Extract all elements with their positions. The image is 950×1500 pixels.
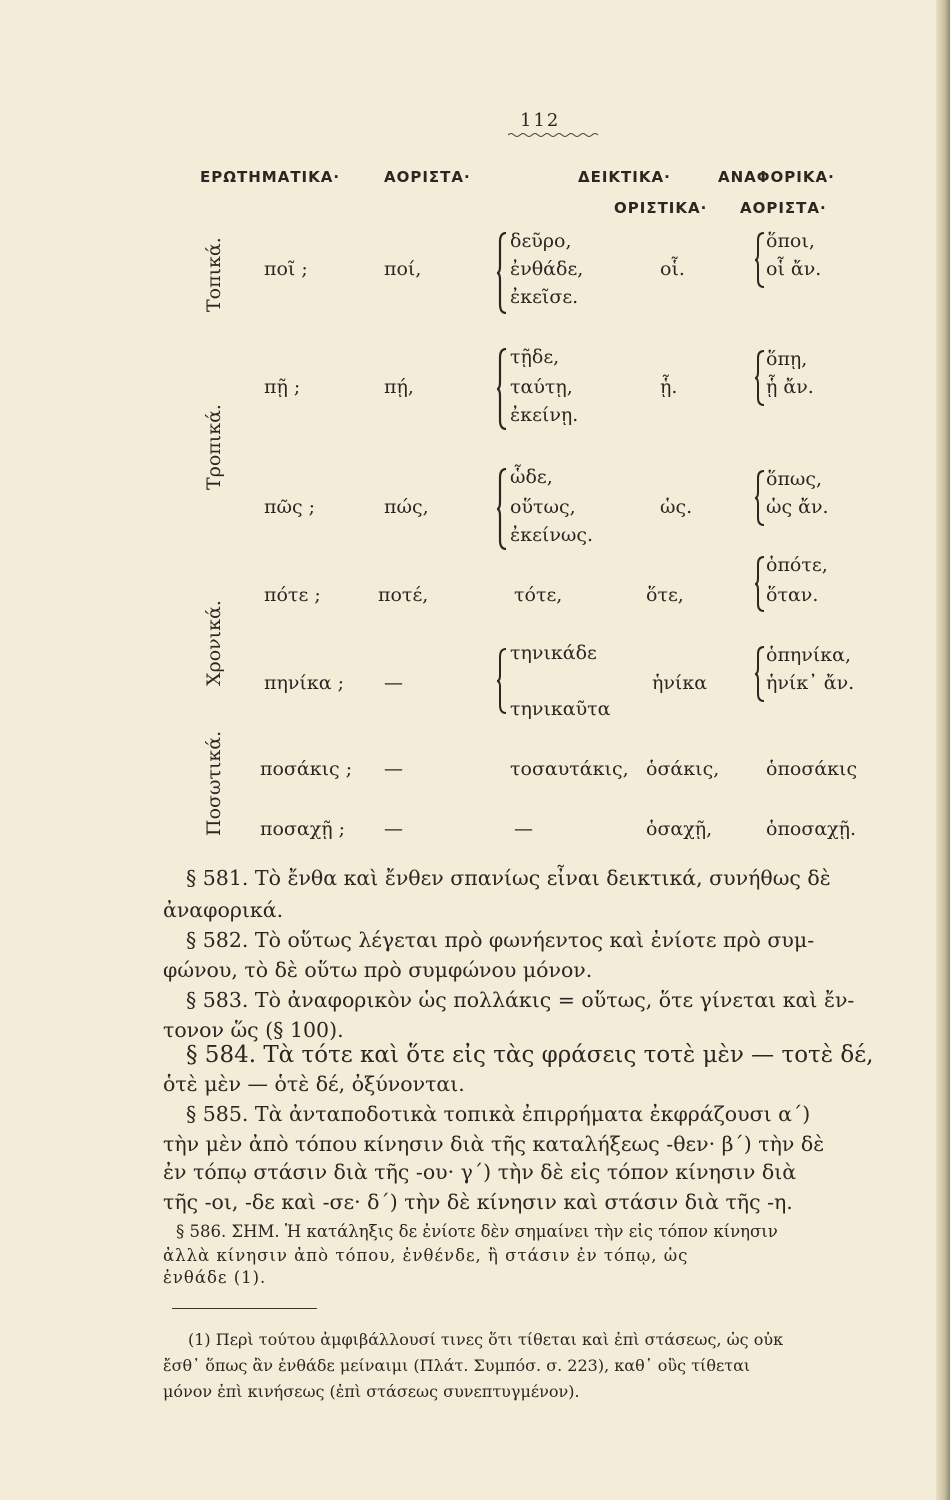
left-brace: [754, 232, 766, 288]
footnote-line: ἔσθ᾽ ὅπως ἂν ἐνθάδε μείναιμι (Πλάτ. Συμπόσ. σ. 223), καθ᾽ οὓς τίθεται: [163, 1356, 751, 1375]
cell-relative-definite: οἷ.: [660, 258, 685, 280]
cell-relative-indefinite-2: ἡνίκ᾽ ἄν.: [766, 672, 855, 694]
cell-relative-definite: ὡς.: [660, 496, 693, 518]
paragraph-582-line: φώνου, τὸ δὲ οὕτω πρὸ συμφώνου μόνον.: [163, 958, 593, 982]
footnote-divider: [172, 1308, 317, 1309]
paragraph-581-line: § 581. Τὸ ἔνθα καὶ ἔνθεν σπανίως εἶναι δεικτικά, συνήθως δὲ: [186, 866, 831, 890]
cell-indefinite: ποί,: [384, 258, 422, 280]
left-brace: [496, 232, 508, 314]
header-relative-definite: ΟΡΙΣΤΙΚΑ·: [614, 199, 708, 217]
cell-demonstrative-1: τηνικάδε: [510, 642, 597, 664]
cell-relative-definite: ὅτε,: [646, 584, 684, 606]
cell-relative-definite: ὁσάκις,: [646, 758, 720, 780]
left-brace: [496, 348, 508, 430]
cell-demonstrative: τοσαυτάκις,: [510, 758, 629, 780]
cell-relative-indefinite: ὁποσαχῇ.: [766, 818, 857, 840]
paragraph-584-line: § 584. Τὰ τότε καὶ ὅτε εἰς τὰς φράσεις τοτὲ μὲν — τοτὲ δέ,: [186, 1042, 874, 1068]
cell-demonstrative: τότε,: [514, 584, 563, 606]
header-relative: ΑΝΑΦΟΡΙΚΑ·: [718, 168, 835, 186]
cell-relative-definite: ὁσαχῇ,: [646, 818, 713, 840]
cell-demonstrative-3: ἐκείνῃ.: [510, 404, 579, 426]
cell-relative-indefinite-2: ὡς ἄν.: [766, 496, 829, 518]
paragraph-585-line: τὴν μὲν ἀπὸ τόπου κίνησιν διὰ τῆς καταλήξεως -θεν· β΄) τὴν δὲ: [163, 1132, 825, 1156]
cell-indefinite: —: [384, 672, 403, 694]
left-brace: [754, 350, 766, 406]
cell-demonstrative-2: ταύτῃ,: [510, 376, 573, 398]
cell-demonstrative-2: οὕτως,: [510, 496, 576, 518]
cell-relative-indefinite-1: ὁπότε,: [766, 554, 828, 576]
paragraph-583-line: § 583. Τὸ ἀναφορικὸν ὡς πολλάκις = οὕτως, ὅτε γίνεται καὶ ἔν-: [186, 988, 855, 1012]
cell-relative-indefinite: ὁποσάκις: [766, 758, 858, 780]
cell-demonstrative-1: τῇδε,: [510, 346, 560, 368]
footnote-line: (1) Περὶ τούτου ἀμφιβάλλουσί τινες ὅτι τίθεται καὶ ἐπὶ στάσεως, ὡς οὐκ: [188, 1330, 784, 1349]
cell-relative-definite: ἡνίκα: [652, 672, 708, 694]
paragraph-586-line: ἀλλὰ κίνησιν ἀπὸ τόπου, ἐνθένδε, ἢ στάσιν ἐν τόπῳ, ὡς: [163, 1246, 689, 1265]
cell-indefinite: ποτέ,: [378, 584, 429, 606]
paragraph-582-line: § 582. Τὸ οὕτως λέγεται πρὸ φωνήεντος καὶ ἐνίοτε πρὸ συμ-: [186, 928, 815, 952]
side-label-local: Τοπικά.: [203, 237, 225, 312]
cell-demonstrative-3: ἐκείνως.: [510, 524, 594, 546]
cell-interrogative: ποσαχῇ ;: [260, 818, 346, 840]
cell-relative-indefinite-2: οἷ ἄν.: [766, 258, 822, 280]
paragraph-583-line: τονον ὥς (§ 100).: [163, 1018, 344, 1042]
cell-demonstrative-2: τηνικαῦτα: [510, 698, 611, 720]
left-brace: [496, 468, 508, 550]
cell-interrogative: ποσάκις ;: [260, 758, 353, 780]
page-edge: [936, 0, 950, 1500]
cell-relative-indefinite-1: ὅπως,: [766, 468, 823, 490]
cell-relative-definite: ᾗ.: [660, 376, 678, 398]
cell-relative-indefinite-1: ὁπηνίκα,: [766, 644, 852, 666]
cell-interrogative: πῇ ;: [264, 376, 301, 398]
cell-demonstrative-1: ὧδε,: [510, 466, 553, 488]
page-number: 112: [520, 110, 561, 131]
cell-relative-indefinite-1: ὅπῃ,: [766, 348, 808, 370]
cell-indefinite: —: [384, 818, 403, 840]
left-brace: [754, 470, 766, 526]
paragraph-585-line: ἐν τόπῳ στάσιν διὰ τῆς -ου· γ΄) τὴν δὲ εἰς τόπον κίνησιν διὰ: [163, 1160, 797, 1184]
left-brace: [496, 648, 508, 714]
left-brace: [754, 646, 766, 702]
paragraph-584-line: ὁτὲ μὲν — ὁτὲ δέ, ὀξύνονται.: [163, 1072, 465, 1096]
cell-indefinite: πώς,: [384, 496, 429, 518]
cell-interrogative: πῶς ;: [264, 496, 316, 518]
cell-interrogative: ποῖ ;: [264, 258, 308, 280]
header-relative-indefinite: ΑΟΡΙΣΤΑ·: [740, 199, 827, 217]
paragraph-585-line: § 585. Τὰ ἀνταποδοτικὰ τοπικὰ ἐπιρρήματα ἐκφράζουσι α΄): [186, 1102, 811, 1126]
paragraph-581-line: ἀναφορικά.: [163, 898, 284, 922]
cell-demonstrative: —: [514, 818, 533, 840]
cell-relative-indefinite-1: ὅποι,: [766, 230, 815, 252]
cell-relative-indefinite-2: ὅταν.: [766, 584, 819, 606]
paragraph-585-line: τῆς -οι, -δε καὶ -σε· δ΄) τὴν δὲ κίνησιν καὶ στάσιν διὰ τῆς -η.: [163, 1190, 793, 1214]
side-label-temporal: Χρονικά.: [203, 600, 225, 686]
cell-interrogative: πηνίκα ;: [264, 672, 345, 694]
cell-indefinite: πῄ,: [384, 376, 414, 398]
left-brace: [754, 556, 766, 612]
cell-demonstrative-1: δεῦρο,: [510, 230, 572, 252]
cell-relative-indefinite-2: ᾗ ἄν.: [766, 376, 814, 398]
header-indefinite: ΑΟΡΙΣΤΑ·: [384, 168, 471, 186]
footnote-line: μόνον ἐπὶ κινήσεως (ἐπὶ στάσεως συνεπτυγμένον).: [163, 1382, 580, 1401]
paragraph-586-line: § 586. ΣΗΜ. Ἡ κατάληξις δε ἐνίοτε δὲν σημαίνει τὴν εἰς τόπον κίνησιν: [176, 1222, 778, 1241]
cell-indefinite: —: [384, 758, 403, 780]
cell-interrogative: πότε ;: [264, 584, 321, 606]
cell-demonstrative-3: ἐκεῖσε.: [510, 286, 579, 308]
side-label-quantitative: Ποσωτικά.: [203, 730, 225, 836]
header-demonstrative: ΔΕΙΚΤΙΚΑ·: [578, 168, 671, 186]
cell-demonstrative-2: ἐνθάδε,: [510, 258, 584, 280]
side-label-modal: Τροπικά.: [203, 404, 225, 490]
wavy-ornament: [508, 132, 600, 138]
paragraph-586-line: ἐνθάδε (1).: [163, 1268, 267, 1287]
header-interrogative: ΕΡΩΤΗΜΑΤΙΚΑ·: [200, 168, 341, 186]
